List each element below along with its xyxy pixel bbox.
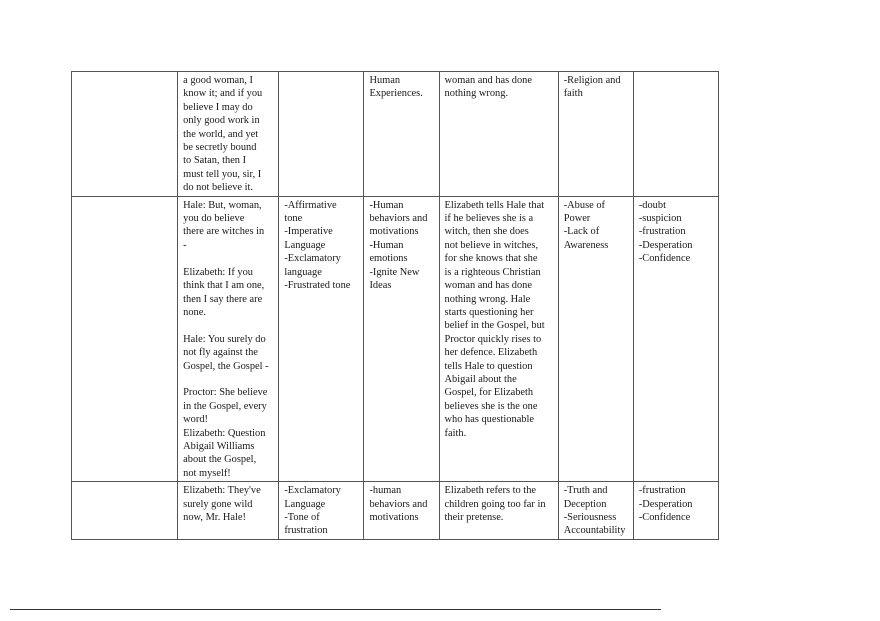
analysis-table <box>71 71 719 540</box>
themes-cell: -human behaviors and motivations <box>364 482 439 540</box>
table-row <box>72 196 719 482</box>
ideas-cell: -Truth and Deception -Seriousness Accountability <box>558 482 633 540</box>
emotions-cell <box>633 72 718 197</box>
table-row <box>72 72 719 197</box>
emotions-cell: -frustration -Desperation -Confidence <box>633 482 718 540</box>
empty-cell <box>72 72 178 197</box>
themes-cell: -Human behaviors and motivations -Human emotions -Ignite New Ideas <box>364 196 439 482</box>
ideas-cell: -Religion and faith <box>558 72 633 197</box>
themes-cell: Human Experiences. <box>364 72 439 197</box>
techniques-cell <box>279 72 364 197</box>
quote-cell: Hale: But, woman, you do believe there are witches in - Elizabeth: If you think that I am one, then I say there are none. Hale: You surely do not fly against the Gospel, the Gospel - Proctor: She believe in the Gospel, every word! Elizabeth: Question Abigail Williams about the Gospel, not myself! <box>178 196 279 482</box>
explanation-cell: Elizabeth refers to the children going too far in their pretense. <box>439 482 558 540</box>
emotions-cell: -doubt -suspicion -frustration -Desperation -Confidence <box>633 196 718 482</box>
ideas-cell: -Abuse of Power -Lack of Awareness <box>558 196 633 482</box>
quote-cell: Elizabeth: They've surely gone wild now, Mr. Hale! <box>178 482 279 540</box>
empty-cell <box>72 482 178 540</box>
table-row <box>72 482 719 540</box>
explanation-cell: woman and has done nothing wrong. <box>439 72 558 197</box>
explanation-cell: Elizabeth tells Hale that if he believes she is a witch, then she does not believe in witches, for she knows that she is a righteous Christian woman and has done nothing wrong. Hale starts questioning her belief in the Gospel, but Proctor quickly rises to her defence. Elizabeth tells Hale to question Abigail about the Gospel, for Elizabeth believes she is the one who has questionable faith. <box>439 196 558 482</box>
techniques-cell: -Affirmative tone -Imperative Language -Exclamatory language -Frustrated tone <box>279 196 364 482</box>
empty-cell <box>72 196 178 482</box>
footer-divider <box>10 609 661 610</box>
quote-cell: a good woman, I know it; and if you believe I may do only good work in the world, and yet be secretly bound to Satan, then I must tell you, sir, I do not believe it. <box>178 72 279 197</box>
techniques-cell: -Exclamatory Language -Tone of frustration <box>279 482 364 540</box>
